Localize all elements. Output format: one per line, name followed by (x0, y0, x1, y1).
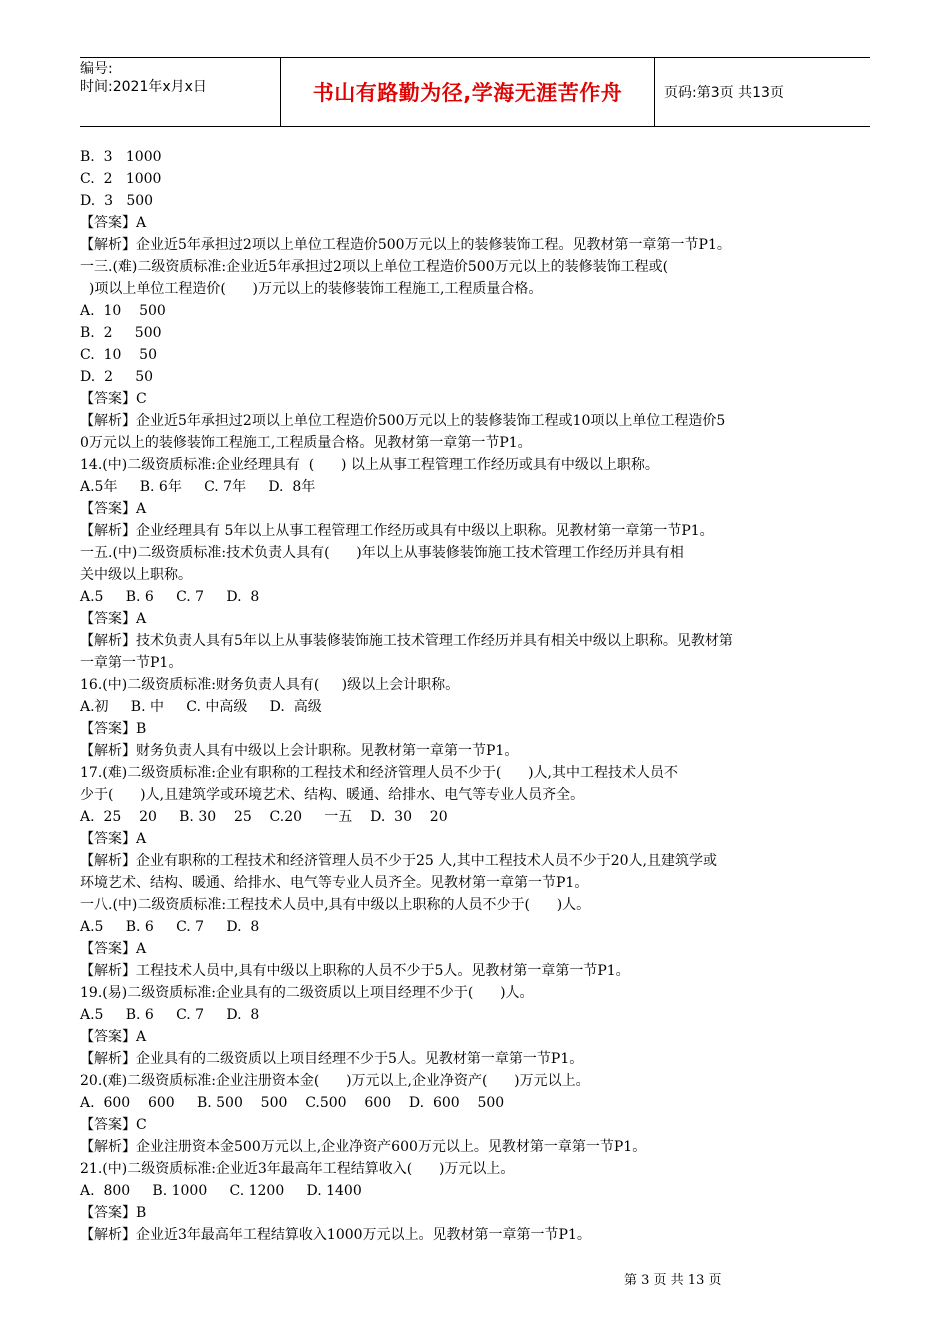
text-line: D. 2 50 (80, 369, 154, 385)
text-line: A.5年 B. 6年 C. 7年 D. 8年 (80, 479, 316, 495)
text-line: 【解析】技术负责人具有5年以上从事装修装饰施工技术管理工作经历并具有相关中级以上职称。见教材第 (80, 633, 733, 649)
text-line: A. 800 B. 1000 C. 1200 D. 1400 (80, 1183, 362, 1199)
text-line: 【解析】工程技术人员中,具有中级以上职称的人员不少于5人。见教材第一章第一节P1。 (80, 963, 630, 979)
text-line: 【答案】B (80, 721, 147, 737)
text-line: A.5 B. 6 C. 7 D. 8 (80, 589, 260, 605)
document-number-label: 编号: (80, 61, 113, 77)
text-line: A.5 B. 6 C. 7 D. 8 (80, 919, 260, 935)
text-line: 【答案】A (80, 611, 147, 627)
text-line: B. 2 500 (80, 325, 162, 341)
text-line: 19.(易)二级资质标准:企业具有的二级资质以上项目经理不少于( )人。 (80, 985, 534, 1001)
text-line: 少于( )人,且建筑学或环境艺术、结构、暖通、给排水、电气等专业人员齐全。 (80, 787, 585, 803)
text-line: 关中级以上职称。 (80, 567, 192, 583)
text-line: 一五.(中)二级资质标准:技术负责人具有( )年以上从事装修装饰施工技术管理工作经历并具有相 (80, 545, 684, 561)
text-line: 一章第一节P1。 (80, 655, 183, 671)
document-time: 时间:2021年x月x日 (80, 79, 207, 95)
text-line: 【解析】企业具有的二级资质以上项目经理不少于5人。见教材第一章第一节P1。 (80, 1051, 584, 1067)
text-line: 一八.(中)二级资质标准:工程技术人员中,具有中级以上职称的人员不少于( )人。 (80, 897, 591, 913)
page-header (80, 57, 870, 127)
text-line: 一三.(难)二级资质标准:企业近5年承担过2项以上单位工程造价500万元以上的装修装饰工程或( (80, 259, 669, 275)
text-line: 21.(中)二级资质标准:企业近3年最高年工程结算收入( )万元以上。 (80, 1161, 515, 1177)
text-line: 【答案】A (80, 831, 147, 847)
text-line: 【答案】A (80, 1029, 147, 1045)
header-motto-cell (280, 58, 655, 126)
text-line: 【答案】B (80, 1205, 147, 1221)
text-line: C. 2 1000 (80, 171, 162, 187)
text-line: B. 3 1000 (80, 149, 162, 165)
header-page-code: 页码:第3页 共13页 (664, 85, 784, 101)
text-line: 【解析】企业近3年最高年工程结算收入1000万元以上。见教材第一章第一节P1。 (80, 1227, 591, 1243)
text-line: 【答案】C (80, 391, 147, 407)
text-line: 【解析】企业近5年承担过2项以上单位工程造价500万元以上的装修装饰工程。见教材第一章第一节P1。 (80, 237, 731, 253)
text-line: A.初 B. 中 C. 中高级 D. 高级 (80, 699, 322, 715)
text-line: A. 10 500 (80, 303, 166, 319)
document-body (80, 146, 872, 1246)
header-motto: 书山有路勤为径,学海无涯苦作舟 (312, 81, 623, 105)
text-line: 【解析】企业经理具有 5年以上从事工程管理工作经历或具有中级以上职称。见教材第一章第一节P1。 (80, 523, 714, 539)
text-line: 【答案】A (80, 215, 147, 231)
text-line: 【解析】财务负责人具有中级以上会计职称。见教材第一章第一节P1。 (80, 743, 519, 759)
text-line: A. 25 20 B. 30 25 C.20 一五 D. 30 20 (80, 809, 448, 825)
text-line: 20.(难)二级资质标准:企业注册资本金( )万元以上,企业净资产( )万元以上。 (80, 1073, 590, 1089)
text-line: 14.(中)二级资质标准:企业经理具有 ( ) 以上从事工程管理工作经历或具有中级以上职称。 (80, 457, 659, 473)
text-line: 16.(中)二级资质标准:财务负责人具有( )级以上会计职称。 (80, 677, 460, 693)
text-line: A.5 B. 6 C. 7 D. 8 (80, 1007, 260, 1023)
text-line: 【答案】A (80, 941, 147, 957)
text-line: )项以上单位工程造价( )万元以上的装修装饰工程施工,工程质量合格。 (80, 281, 543, 297)
header-meta (80, 58, 280, 126)
text-line: C. 10 50 (80, 347, 157, 363)
text-line: 环境艺术、结构、暖通、给排水、电气等专业人员齐全。见教材第一章第一节P1。 (80, 875, 589, 891)
text-line: 【解析】企业近5年承担过2项以上单位工程造价500万元以上的装修装饰工程或10项以上单位工程造价5 (80, 413, 726, 429)
text-line: 【答案】A (80, 501, 147, 517)
text-line: A. 600 600 B. 500 500 C.500 600 D. 600 500 (80, 1095, 505, 1111)
page-footer: 第 3 页 共 13 页 (624, 1273, 722, 1288)
header-page-code-cell (654, 58, 870, 126)
text-line: 【解析】企业注册资本金500万元以上,企业净资产600万元以上。见教材第一章第一节P1。 (80, 1139, 647, 1155)
text-line: D. 3 500 (80, 193, 154, 209)
text-line: 17.(难)二级资质标准:企业有职称的工程技术和经济管理人员不少于( )人,其中工程技术人员不 (80, 765, 678, 781)
text-line: 【解析】企业有职称的工程技术和经济管理人员不少于25 人,其中工程技术人员不少于20人,且建筑学或 (80, 853, 717, 869)
text-line: 【答案】C (80, 1117, 147, 1133)
text-line: 0万元以上的装修装饰工程施工,工程质量合格。见教材第一章第一节P1。 (80, 435, 532, 451)
